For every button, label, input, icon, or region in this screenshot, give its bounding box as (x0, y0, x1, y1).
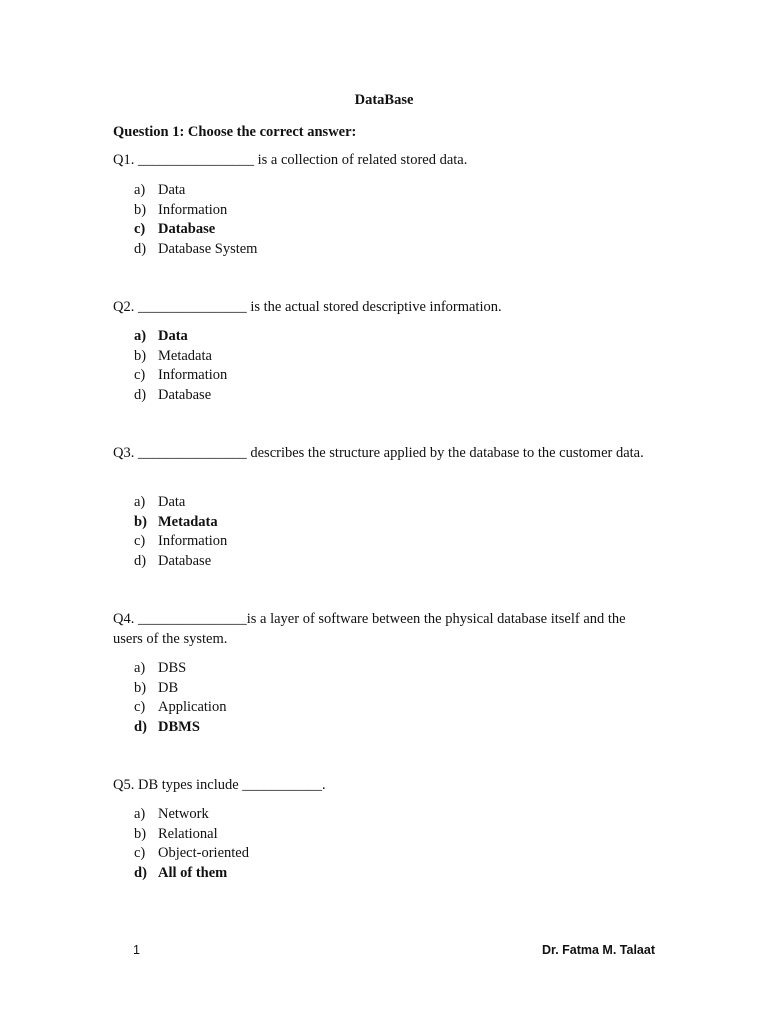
option-letter: c) (134, 221, 146, 237)
option-letter: c) (134, 845, 146, 861)
question-number: Q3. (113, 445, 135, 461)
option-text: Information (158, 533, 228, 549)
option-q4-d-correct (134, 718, 226, 738)
option-letter: c) (134, 367, 146, 383)
option-letter: a) (134, 806, 146, 822)
option-text: Relational (158, 825, 218, 842)
option-text: All of them (158, 864, 228, 881)
option-text: Database (158, 386, 212, 403)
question-4 (113, 610, 653, 649)
question-text: _______________ describes the structure applied by the database to the customer data. (134, 445, 644, 461)
option-text: DBMS (158, 718, 200, 735)
option-q1-b (134, 201, 257, 221)
question-text: _______________ is the actual stored descriptive information. (134, 299, 502, 315)
option-letter: b) (134, 201, 147, 218)
option-text: Information (158, 201, 228, 218)
option-q5-d-correct (134, 864, 249, 884)
question-text: _______________is a layer of software between the physical database itself and the users of the system. (113, 611, 626, 647)
option-letter: d) (134, 864, 147, 881)
option-q5-b (134, 825, 249, 845)
option-q3-b-correct (134, 513, 227, 533)
question-3 (113, 444, 653, 464)
option-q2-c (134, 366, 227, 386)
option-q1-a (134, 181, 257, 201)
document-title: DataBase (354, 92, 414, 108)
section-heading: Question 1: Choose the correct answer: (113, 124, 357, 140)
question-text: DB types include ___________. (134, 777, 326, 793)
option-q5-c (134, 844, 249, 864)
option-text: Information (158, 367, 228, 383)
question-text: ________________ is a collection of related stored data. (134, 152, 468, 168)
option-letter: d) (134, 718, 147, 735)
option-letter: b) (134, 679, 147, 696)
option-text: Data (158, 494, 186, 510)
option-text: Data (158, 182, 186, 198)
option-q2-d (134, 386, 227, 406)
option-q4-b (134, 679, 226, 699)
option-q2-b (134, 347, 227, 367)
option-q5-a (134, 805, 249, 825)
option-text: DB (158, 679, 179, 696)
question-2 (113, 298, 653, 318)
option-text: Object-oriented (158, 845, 249, 861)
question-1 (113, 151, 653, 171)
option-letter: a) (134, 494, 146, 510)
option-text: Data (158, 328, 188, 344)
option-q4-a (134, 659, 226, 679)
option-text: Database System (158, 240, 258, 257)
answer-options-q2 (134, 327, 227, 405)
option-q1-c-correct (134, 220, 257, 240)
option-letter: a) (134, 328, 147, 344)
question-number: Q5. (113, 777, 135, 793)
footer-page-number: 1 (133, 943, 140, 957)
question-number: Q4. (113, 611, 135, 627)
option-letter: d) (134, 386, 147, 403)
option-text: Application (158, 699, 227, 715)
option-q3-d (134, 552, 227, 572)
option-letter: b) (134, 825, 147, 842)
question-5 (113, 776, 653, 796)
option-letter: b) (134, 347, 147, 364)
option-text: Network (158, 806, 209, 822)
option-q3-c (134, 532, 227, 552)
option-letter: a) (134, 660, 146, 676)
option-q1-d (134, 240, 257, 260)
option-letter: c) (134, 699, 146, 715)
option-q4-c (134, 698, 226, 718)
option-q3-a (134, 493, 227, 513)
question-number: Q2. (113, 299, 135, 315)
answer-options-q5 (134, 805, 249, 883)
option-letter: b) (134, 513, 147, 530)
option-text: DBS (158, 660, 187, 676)
option-text: Metadata (158, 513, 218, 530)
option-q2-a-correct (134, 327, 227, 347)
answer-options-q1 (134, 181, 257, 259)
option-text: Database (158, 552, 212, 569)
answer-options-q4 (134, 659, 226, 737)
footer-author: Dr. Fatma M. Talaat (542, 943, 655, 957)
option-letter: d) (134, 240, 147, 257)
option-text: Metadata (158, 347, 212, 364)
option-text: Database (158, 221, 216, 237)
answer-options-q3 (134, 493, 227, 571)
option-letter: c) (134, 533, 146, 549)
option-letter: a) (134, 182, 146, 198)
question-number: Q1. (113, 152, 135, 168)
option-letter: d) (134, 552, 147, 569)
